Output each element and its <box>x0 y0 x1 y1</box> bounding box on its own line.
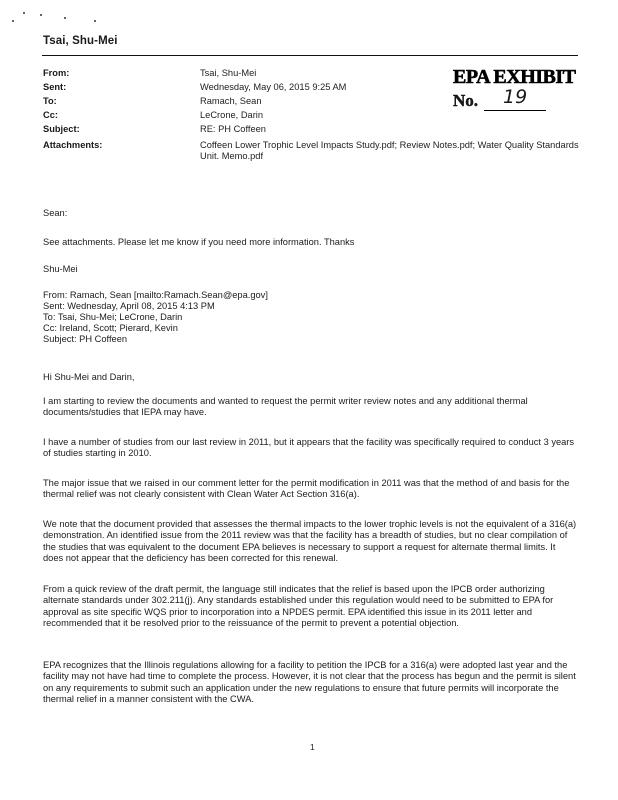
quoted-paragraph: I am starting to review the documents and wanted to request the permit writer review notes and any additional thermal documents/studies that IEPA may have. <box>43 396 528 418</box>
scan-speck <box>94 20 96 22</box>
header-value: Tsai, Shu-Mei <box>200 68 257 78</box>
quoted-subject: Subject: PH Coffeen <box>43 334 128 344</box>
page-number: 1 <box>310 742 315 752</box>
scan-speck <box>64 17 66 19</box>
exhibit-stamp <box>453 66 578 115</box>
quoted-header <box>43 290 578 345</box>
exhibit-number-row <box>453 86 578 115</box>
attachment-list: Coffeen Lower Trophic Level Impacts Study.pdf; Review Notes.pdf; Water Quality Standards Unit. Memo.pdf <box>200 140 579 161</box>
header-value: Ramach, Sean <box>200 96 262 106</box>
reply-signoff: Shu-Mei <box>43 264 78 274</box>
reply-body: See attachments. Please let me know if you need more information. Thanks <box>43 237 355 247</box>
header-label: To: <box>43 96 57 106</box>
header-label: Sent: <box>43 82 67 92</box>
exhibit-stamp-title: EPA EXHIBIT <box>453 66 576 88</box>
scan-speck <box>40 14 42 16</box>
quoted-paragraph: From a quick review of the draft permit, the language still indicates that the relief is based upon the IPCB order authorizing alternate standards under 302.211(j). Any standards established under this regulation would need to be submitted to EPA for approval as site specific WQS prior to incorporation into a NPDES permit. EPA identified this issue in its 2011 letter and recommended that it be resolved prior to the reissuance of the permit to prevent a potential objection. <box>43 584 554 629</box>
scan-speck <box>23 12 25 14</box>
header-label: Subject: <box>43 124 80 134</box>
sender-name-heading: Tsai, Shu-Mei <box>43 35 118 47</box>
header-label: Attachments: <box>43 140 103 150</box>
header-label: Cc: <box>43 110 58 120</box>
quoted-paragraph: I have a number of studies from our last review in 2011, but it appears that the facility was specifically required to conduct 3 years of studies starting in 2010. <box>43 437 575 459</box>
quoted-to: To: Tsai, Shu-Mei; LeCrone, Darin <box>43 312 183 322</box>
quoted-paragraph: EPA recognizes that the Illinois regulations allowing for a facility to petition the IPCB for a 316(a) were adopted last year and the facility may not have had time to complete the process. However, it is not clear that the process has begun and the permit is silent on any requirements to submit such an application under the new regulations to ensure that future permits will incorporate the thermal relief in a manner consistent with the CWA. <box>43 660 576 705</box>
quoted-from: From: Ramach, Sean [mailto:Ramach.Sean@epa.gov] <box>43 290 268 300</box>
exhibit-number: 19 <box>503 86 528 108</box>
header-value: LeCrone, Darin <box>200 110 264 120</box>
quoted-sent: Sent: Wednesday, April 08, 2015 4:13 PM <box>43 301 215 311</box>
quoted-paragraph: The major issue that we raised in our comment letter for the permit modification in 2011 was that the method of and basis for the thermal relief was not clearly consistent with Clean Water Act Section 316(a). <box>43 478 570 500</box>
exhibit-number-underline <box>484 110 546 111</box>
exhibit-number-label: No. <box>453 91 479 110</box>
header-label: From: <box>43 68 70 78</box>
reply-greeting: Sean: <box>43 208 68 218</box>
header-value: RE: PH Coffeen <box>200 124 266 134</box>
quoted-cc: Cc: Ireland, Scott; Pierard, Kevin <box>43 323 178 333</box>
header-divider <box>42 55 578 56</box>
header-value: Wednesday, May 06, 2015 9:25 AM <box>200 82 347 92</box>
quoted-greeting: Hi Shu-Mei and Darin, <box>43 372 135 382</box>
quoted-paragraph: We note that the document provided that assesses the thermal impacts to the lower trophic levels is not the equivalent of a 316(a) demonstration. An identified issue from the 2011 review was that the facility has a breadth of studies, but no clear compilation of the studies that was equivalent to the document EPA believes is necessary to support a request for alternate thermal limits. It does not appear that the deficiency has been corrected for this renewal. <box>43 519 577 564</box>
scan-speck <box>12 20 14 22</box>
